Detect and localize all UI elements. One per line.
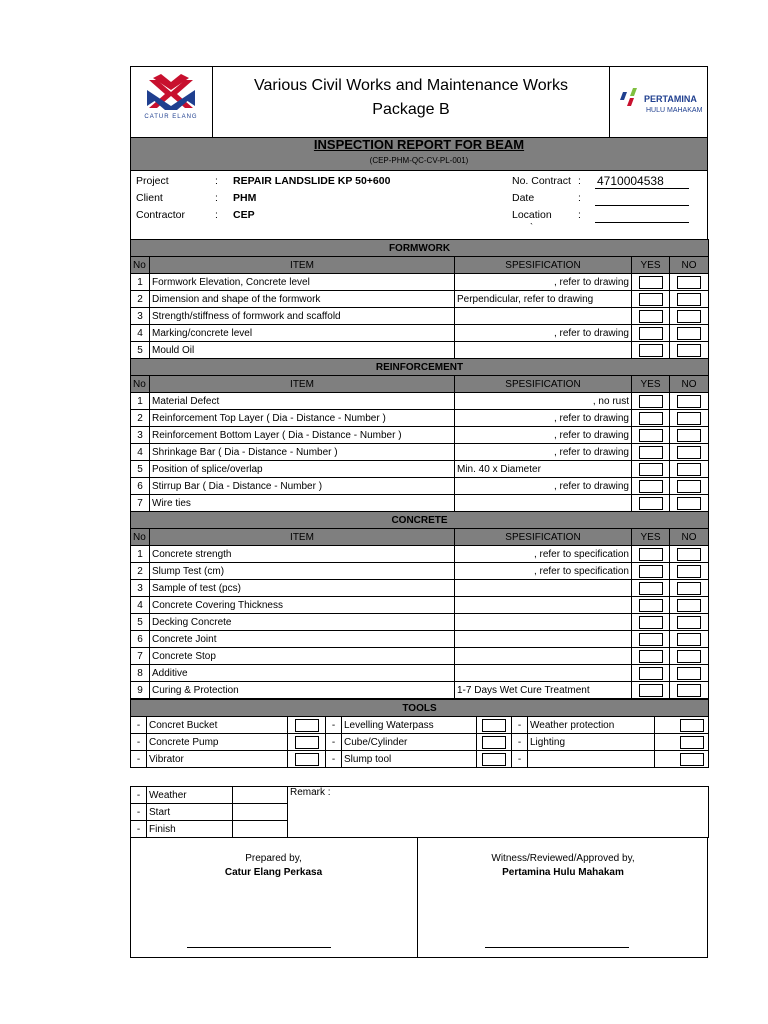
row-number: 6 xyxy=(131,478,150,495)
yes-checkbox[interactable] xyxy=(639,344,663,357)
project-colon: : xyxy=(215,175,218,187)
yes-checkbox[interactable] xyxy=(639,395,663,408)
contractor-colon: : xyxy=(215,209,218,221)
col-no-check: NO xyxy=(670,376,709,393)
header-title-line2: Package B xyxy=(372,101,450,118)
date-field[interactable] xyxy=(595,190,689,206)
row-item: Formwork Elevation, Concrete level xyxy=(150,274,455,291)
prepared-signature-line[interactable] xyxy=(187,947,331,948)
row-number: 3 xyxy=(131,580,150,597)
yes-checkbox[interactable] xyxy=(639,599,663,612)
tool-checkbox-cell xyxy=(655,717,709,734)
tool-label: Concrete Pump xyxy=(147,734,288,751)
no-checkbox-cell xyxy=(670,631,709,648)
yes-checkbox-cell xyxy=(632,580,670,597)
col-item: ITEM xyxy=(150,257,455,274)
yes-checkbox-cell xyxy=(632,410,670,427)
tool-checkbox[interactable] xyxy=(295,736,319,749)
row-spec xyxy=(455,308,632,325)
dash: - xyxy=(131,821,147,838)
yes-checkbox[interactable] xyxy=(639,650,663,663)
tool-checkbox-cell xyxy=(655,734,709,751)
table-row xyxy=(131,308,709,325)
no-checkbox[interactable] xyxy=(677,293,701,306)
no-checkbox[interactable] xyxy=(677,344,701,357)
start-value[interactable] xyxy=(233,804,288,821)
tool-checkbox[interactable] xyxy=(482,736,506,749)
row-number: 3 xyxy=(131,427,150,444)
no-checkbox[interactable] xyxy=(677,565,701,578)
row-number: 2 xyxy=(131,291,150,308)
table-row xyxy=(131,495,709,512)
table-row xyxy=(131,410,709,427)
tools-row xyxy=(131,717,709,734)
dash: - xyxy=(326,751,342,768)
row-number: 3 xyxy=(131,308,150,325)
row-item: Marking/concrete level xyxy=(150,325,455,342)
report-code: (CEP-PHM-QC-CV-PL-001) xyxy=(369,156,469,165)
right-logo-divider xyxy=(609,66,610,138)
dash: - xyxy=(326,717,342,734)
no-checkbox[interactable] xyxy=(677,480,701,493)
row-item: Sample of test (pcs) xyxy=(150,580,455,597)
col-no-check: NO xyxy=(670,257,709,274)
table-row xyxy=(131,665,709,682)
no-checkbox[interactable] xyxy=(677,616,701,629)
col-no: No xyxy=(131,257,150,274)
remark-cell[interactable] xyxy=(288,787,709,838)
row-spec xyxy=(455,614,632,631)
yes-checkbox[interactable] xyxy=(639,276,663,289)
no-checkbox[interactable] xyxy=(677,276,701,289)
no-checkbox[interactable] xyxy=(677,599,701,612)
table-row xyxy=(131,597,709,614)
tool-checkbox-cell xyxy=(288,734,326,751)
dash: - xyxy=(326,734,342,751)
witness-signature-line[interactable] xyxy=(485,947,629,948)
no-checkbox[interactable] xyxy=(677,667,701,680)
no-checkbox-cell xyxy=(670,325,709,342)
table-row xyxy=(131,682,709,699)
table-row xyxy=(131,291,709,308)
table-row xyxy=(131,325,709,342)
row-spec xyxy=(455,631,632,648)
table-row xyxy=(131,444,709,461)
row-spec: , refer to drawing xyxy=(455,444,632,461)
section-row-formwork xyxy=(131,240,709,257)
tool-checkbox[interactable] xyxy=(680,736,704,749)
row-item: Concrete strength xyxy=(150,546,455,563)
col-no-check: NO xyxy=(670,529,709,546)
yes-checkbox-cell xyxy=(632,631,670,648)
yes-checkbox[interactable] xyxy=(639,582,663,595)
row-number: 1 xyxy=(131,393,150,410)
no-checkbox-cell xyxy=(670,495,709,512)
tools-row xyxy=(131,734,709,751)
tool-checkbox[interactable] xyxy=(680,719,704,732)
no-checkbox-cell xyxy=(670,342,709,359)
row-number: 4 xyxy=(131,444,150,461)
tool-checkbox-cell xyxy=(477,717,512,734)
yes-checkbox-cell xyxy=(632,444,670,461)
row-number: 7 xyxy=(131,495,150,512)
no-checkbox[interactable] xyxy=(677,633,701,646)
no-checkbox-cell xyxy=(670,597,709,614)
tool-checkbox[interactable] xyxy=(482,753,506,766)
yes-checkbox-cell xyxy=(632,614,670,631)
dash: - xyxy=(131,717,147,734)
row-spec: , refer to drawing xyxy=(455,410,632,427)
no-checkbox-cell xyxy=(670,478,709,495)
contract-label: No. Contract xyxy=(512,175,571,187)
tool-checkbox[interactable] xyxy=(295,719,319,732)
row-item: Stirrup Bar ( Dia - Distance - Number ) xyxy=(150,478,455,495)
no-checkbox-cell xyxy=(670,410,709,427)
no-checkbox[interactable] xyxy=(677,429,701,442)
row-spec: , refer to drawing xyxy=(455,427,632,444)
dash: - xyxy=(131,804,147,821)
table-row xyxy=(131,274,709,291)
row-number: 4 xyxy=(131,597,150,614)
yes-checkbox-cell xyxy=(632,563,670,580)
yes-checkbox[interactable] xyxy=(639,412,663,425)
row-spec: 1-7 Days Wet Cure Treatment xyxy=(455,682,632,699)
yes-checkbox[interactable] xyxy=(639,565,663,578)
row-spec: , refer to specification xyxy=(455,563,632,580)
section-title-tools: TOOLS xyxy=(131,700,709,717)
pertamina-logo xyxy=(618,86,642,108)
no-checkbox[interactable] xyxy=(677,327,701,340)
yes-checkbox-cell xyxy=(632,597,670,614)
section-row-reinforcement xyxy=(131,359,709,376)
report-title: INSPECTION REPORT FOR BEAM xyxy=(313,137,525,152)
contractor-label: Contractor xyxy=(136,209,186,221)
yes-checkbox[interactable] xyxy=(639,667,663,680)
tool-label: Slump tool xyxy=(342,751,477,768)
yes-checkbox-cell xyxy=(632,648,670,665)
row-spec xyxy=(455,580,632,597)
row-number: 5 xyxy=(131,461,150,478)
col-spec: SPESIFICATION xyxy=(455,376,632,393)
yes-checkbox-cell xyxy=(632,427,670,444)
row-number: 8 xyxy=(131,665,150,682)
yes-checkbox[interactable] xyxy=(639,480,663,493)
section-title-concrete: CONCRETE xyxy=(131,512,709,529)
col-item: ITEM xyxy=(150,376,455,393)
yes-checkbox[interactable] xyxy=(639,446,663,459)
section-row-tools xyxy=(131,700,709,717)
no-checkbox-cell xyxy=(670,291,709,308)
column-header-row xyxy=(131,257,709,274)
client-label: Client xyxy=(136,192,163,204)
row-number: 2 xyxy=(131,410,150,427)
tool-label: Levelling Waterpass xyxy=(342,717,477,734)
table-row xyxy=(131,427,709,444)
catur-elang-logo-text: CATUR ELANG xyxy=(144,114,198,120)
yes-checkbox-cell xyxy=(632,274,670,291)
no-checkbox[interactable] xyxy=(677,497,701,510)
no-checkbox-cell xyxy=(670,563,709,580)
col-item: ITEM xyxy=(150,529,455,546)
yes-checkbox-cell xyxy=(632,342,670,359)
finish-value[interactable] xyxy=(233,821,288,838)
col-spec: SPESIFICATION xyxy=(455,257,632,274)
yes-checkbox-cell xyxy=(632,308,670,325)
table-row xyxy=(131,461,709,478)
yes-checkbox[interactable] xyxy=(639,616,663,629)
row-item: Slump Test (cm) xyxy=(150,563,455,580)
contractor-value: CEP xyxy=(233,209,255,221)
row-item: Concrete Joint xyxy=(150,631,455,648)
no-checkbox-cell xyxy=(670,274,709,291)
row-spec: , no rust xyxy=(455,393,632,410)
row-item: Reinforcement Bottom Layer ( Dia - Distance - Number ) xyxy=(150,427,455,444)
date-label: Date xyxy=(512,192,535,204)
project-value: REPAIR LANDSLIDE KP 50+600 xyxy=(233,175,391,187)
yes-checkbox[interactable] xyxy=(639,310,663,323)
tool-label xyxy=(528,751,655,768)
row-item: Reinforcement Top Layer ( Dia - Distance - Number ) xyxy=(150,410,455,427)
row-item: Decking Concrete xyxy=(150,614,455,631)
date-colon: : xyxy=(578,192,581,204)
dash: - xyxy=(512,751,528,768)
row-item: Dimension and shape of the formwork xyxy=(150,291,455,308)
table-row xyxy=(131,393,709,410)
tool-checkbox-cell xyxy=(477,751,512,768)
no-checkbox-cell xyxy=(670,682,709,699)
table-row xyxy=(131,580,709,597)
location-field[interactable] xyxy=(595,207,689,223)
yes-checkbox[interactable] xyxy=(639,497,663,510)
yes-checkbox-cell xyxy=(632,682,670,699)
row-spec: , refer to drawing xyxy=(455,274,632,291)
yes-checkbox-cell xyxy=(632,325,670,342)
remark-label: Remark : xyxy=(290,787,331,798)
tool-label: Cube/Cylinder xyxy=(342,734,477,751)
no-checkbox-cell xyxy=(670,580,709,597)
tool-label: Weather protection xyxy=(528,717,655,734)
table-row xyxy=(131,631,709,648)
yes-checkbox[interactable] xyxy=(639,633,663,646)
project-label: Project xyxy=(136,175,169,187)
tool-checkbox[interactable] xyxy=(482,719,506,732)
row-number: 1 xyxy=(131,546,150,563)
row-spec: Perpendicular, refer to drawing xyxy=(455,291,632,308)
row-number: 9 xyxy=(131,682,150,699)
row-item: Concrete Stop xyxy=(150,648,455,665)
no-checkbox[interactable] xyxy=(677,412,701,425)
col-yes: YES xyxy=(632,376,670,393)
yes-checkbox-cell xyxy=(632,478,670,495)
row-number: 6 xyxy=(131,631,150,648)
witness-company: Pertamina Hulu Mahakam xyxy=(502,867,624,878)
stray-mark: ` xyxy=(530,222,533,232)
row-item: Strength/stiffness of formwork and scaffold xyxy=(150,308,455,325)
no-checkbox[interactable] xyxy=(677,446,701,459)
yes-checkbox-cell xyxy=(632,546,670,563)
row-number: 5 xyxy=(131,342,150,359)
column-header-row xyxy=(131,529,709,546)
tool-checkbox-cell xyxy=(288,751,326,768)
tools-table xyxy=(130,699,709,768)
no-checkbox[interactable] xyxy=(677,548,701,561)
tool-checkbox-cell xyxy=(288,717,326,734)
col-yes: YES xyxy=(632,257,670,274)
witness-label: Witness/Reviewed/Approved by, xyxy=(491,853,635,864)
tools-row xyxy=(131,751,709,768)
client-value: PHM xyxy=(233,192,257,204)
tool-checkbox-cell xyxy=(477,734,512,751)
yes-checkbox-cell xyxy=(632,665,670,682)
finish-label: Finish xyxy=(147,821,233,838)
dash: - xyxy=(131,734,147,751)
row-item: Concrete Covering Thickness xyxy=(150,597,455,614)
conditions-table xyxy=(130,786,709,838)
prepared-company: Catur Elang Perkasa xyxy=(224,867,323,878)
row-spec xyxy=(455,495,632,512)
section-title-formwork: FORMWORK xyxy=(131,240,709,257)
contract-field[interactable] xyxy=(595,172,689,189)
no-checkbox[interactable] xyxy=(677,310,701,323)
no-checkbox-cell xyxy=(670,614,709,631)
col-yes: YES xyxy=(632,529,670,546)
no-checkbox-cell xyxy=(670,308,709,325)
yes-checkbox-cell xyxy=(632,393,670,410)
location-colon: : xyxy=(578,209,581,221)
dash: - xyxy=(131,787,147,804)
table-row xyxy=(131,478,709,495)
row-item: Curing & Protection xyxy=(150,682,455,699)
no-checkbox-cell xyxy=(670,393,709,410)
dash: - xyxy=(512,717,528,734)
yes-checkbox-cell xyxy=(632,461,670,478)
tool-checkbox-cell xyxy=(655,751,709,768)
table-row xyxy=(131,546,709,563)
row-number: 5 xyxy=(131,614,150,631)
row-spec: , refer to drawing xyxy=(455,325,632,342)
yes-checkbox[interactable] xyxy=(639,293,663,306)
weather-value[interactable] xyxy=(233,787,288,804)
row-spec: Min. 40 x Diameter xyxy=(455,461,632,478)
contract-colon: : xyxy=(578,175,581,187)
yes-checkbox[interactable] xyxy=(639,548,663,561)
table-row xyxy=(131,342,709,359)
table-row xyxy=(131,614,709,631)
row-spec xyxy=(455,665,632,682)
row-spec xyxy=(455,648,632,665)
location-label: Location xyxy=(512,209,552,221)
no-checkbox[interactable] xyxy=(677,650,701,663)
contract-value: 4710004538 xyxy=(597,174,664,188)
row-number: 7 xyxy=(131,648,150,665)
prepared-label: Prepared by, xyxy=(245,853,302,864)
row-number: 1 xyxy=(131,274,150,291)
table-row xyxy=(131,563,709,580)
tool-label: Lighting xyxy=(528,734,655,751)
row-item: Shrinkage Bar ( Dia - Distance - Number ) xyxy=(150,444,455,461)
no-checkbox[interactable] xyxy=(677,582,701,595)
no-checkbox-cell xyxy=(670,427,709,444)
no-checkbox-cell xyxy=(670,461,709,478)
no-checkbox[interactable] xyxy=(677,395,701,408)
section-title-reinforcement: REINFORCEMENT xyxy=(131,359,709,376)
header-title-line1: Various Civil Works and Maintenance Works xyxy=(254,77,568,94)
no-checkbox-cell xyxy=(670,444,709,461)
no-checkbox-cell xyxy=(670,665,709,682)
tool-label: Vibrator xyxy=(147,751,288,768)
row-spec: , refer to specification xyxy=(455,546,632,563)
pertamina-logo-brand: PERTAMINA xyxy=(644,94,697,104)
tool-label: Concret Bucket xyxy=(147,717,288,734)
section-row-concrete xyxy=(131,512,709,529)
start-label: Start xyxy=(147,804,233,821)
col-spec: SPESIFICATION xyxy=(455,529,632,546)
row-item: Wire ties xyxy=(150,495,455,512)
no-checkbox[interactable] xyxy=(677,463,701,476)
yes-checkbox-cell xyxy=(632,495,670,512)
column-header-row xyxy=(131,376,709,393)
row-item: Mould Oil xyxy=(150,342,455,359)
dash: - xyxy=(512,734,528,751)
inspection-table xyxy=(130,239,709,699)
col-no: No xyxy=(131,376,150,393)
row-number: 2 xyxy=(131,563,150,580)
yes-checkbox[interactable] xyxy=(639,327,663,340)
client-colon: : xyxy=(215,192,218,204)
yes-checkbox-cell xyxy=(632,291,670,308)
row-number: 4 xyxy=(131,325,150,342)
yes-checkbox[interactable] xyxy=(639,429,663,442)
row-spec xyxy=(455,597,632,614)
row-item: Additive xyxy=(150,665,455,682)
table-row xyxy=(131,648,709,665)
tool-checkbox[interactable] xyxy=(295,753,319,766)
yes-checkbox[interactable] xyxy=(639,684,663,697)
dash: - xyxy=(131,751,147,768)
row-spec xyxy=(455,342,632,359)
no-checkbox-cell xyxy=(670,648,709,665)
tool-checkbox[interactable] xyxy=(680,753,704,766)
row-spec: , refer to drawing xyxy=(455,478,632,495)
col-no: No xyxy=(131,529,150,546)
row-item: Position of splice/overlap xyxy=(150,461,455,478)
no-checkbox[interactable] xyxy=(677,684,701,697)
yes-checkbox[interactable] xyxy=(639,463,663,476)
weather-label: Weather xyxy=(147,787,233,804)
no-checkbox-cell xyxy=(670,546,709,563)
row-item: Material Defect xyxy=(150,393,455,410)
pertamina-logo-sub: HULU MAHAKAM xyxy=(646,107,703,114)
